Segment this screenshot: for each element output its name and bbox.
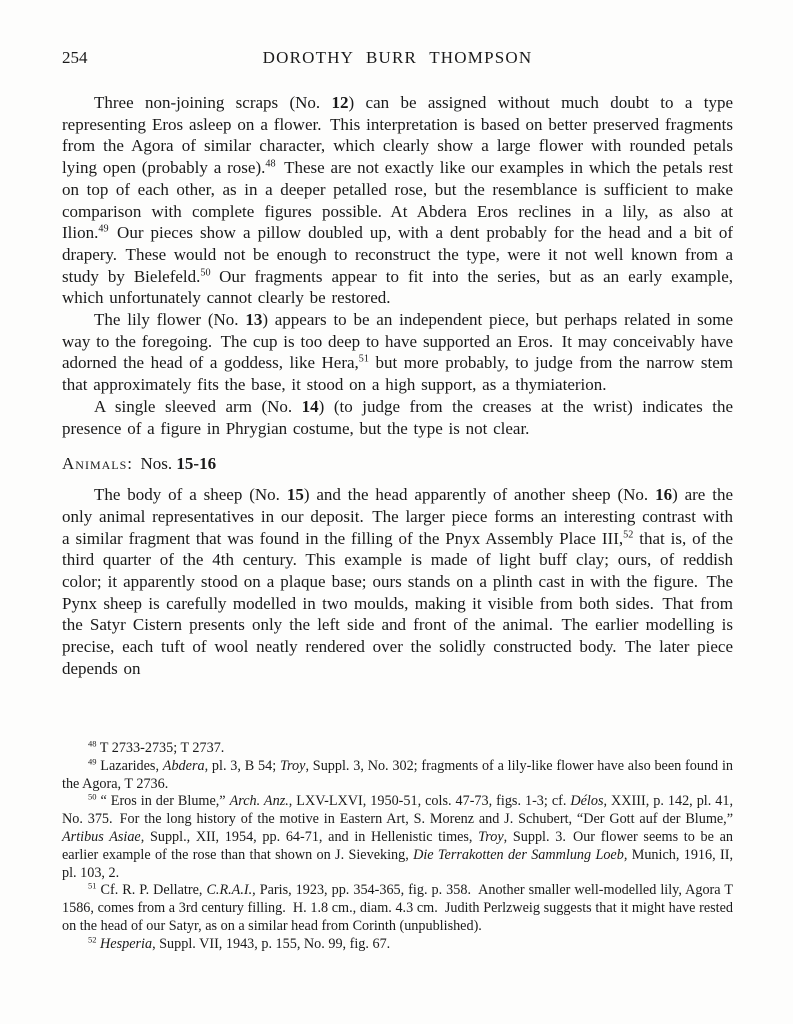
text-segment: ) appears to be an independent piece, but perhaps related in some way to the foregoing. The cup is too deep to have supported an Eros. It may conceivably have adorned the head of a goddess, like Hera,	[62, 310, 733, 373]
text-segment: , LXV-LXVI, 1950-51, cols. 47-73, figs. 1-3; cf.	[288, 793, 571, 810]
section-heading	[62, 453, 733, 475]
text-segment: 51	[358, 353, 369, 365]
footnotes	[62, 740, 733, 954]
text-segment: 14	[301, 396, 319, 416]
text-segment: 52	[623, 529, 634, 540]
text-segment: Troy	[478, 828, 504, 845]
running-head-author: DOROTHY BURR THOMPSON	[262, 48, 533, 67]
body-paragraph	[62, 92, 733, 309]
text-segment: 16	[655, 485, 673, 505]
text-segment: Troy	[279, 757, 306, 774]
text-segment: , Suppl. 3. Our flower seems to be an earlier example of the rose than that shown on J. Sieveking,	[62, 828, 733, 863]
text-segment: The body of a sheep (No.	[94, 485, 287, 505]
text-segment: 12	[331, 93, 349, 112]
text-segment: : Nos.	[127, 454, 177, 474]
text-segment: , XXIII, p. 142, pl. 41, No. 375. For the long history of the motive in Eastern Art, S. Morenz and J. Schubert, “Der Gott auf der Blume,”	[62, 793, 734, 828]
text-segment: Arch. Anz.	[229, 793, 289, 810]
text-segment: Die Terrakotten der Sammlung Loeb	[413, 846, 624, 863]
text-segment: , Paris, 1923, pp. 354-365, fig. p. 358. Another smaller well-modelled lily, Agora T 1586, comes from a 3rd century filling. H. 1.8 cm., diam. 4.3 cm. Judith Perlzweig suggests that it might have rested on the head of our Satyr, as on a similar head from Corinth (unpublished).	[62, 882, 734, 934]
text-segment: ) and the head apparently of another sheep (No.	[303, 485, 656, 505]
running-header	[62, 48, 733, 70]
text-segment: Artibus Asiae	[62, 828, 141, 845]
text-segment: 15	[286, 485, 304, 505]
text-segment: 15-16	[176, 454, 217, 474]
text-segment: , Suppl. 3, No. 302; fragments of a lily-like flower have also been found in the Agora, T 2736.	[62, 757, 733, 792]
text-segment: Three non-joining scraps (No.	[94, 93, 332, 112]
text-segment: Lazarides,	[96, 757, 163, 774]
text-segment: , pl. 3, B 54;	[204, 757, 280, 774]
text-segment: 13	[245, 310, 263, 330]
text-segment: The lily flower (No.	[94, 310, 246, 330]
text-segment: “ Eros in der Blume,”	[96, 793, 230, 810]
body-paragraph	[62, 396, 733, 439]
footnote-50	[62, 793, 733, 882]
text-segment: 50	[200, 266, 211, 278]
footnote-48	[62, 740, 733, 758]
text-segment: Animals	[62, 454, 128, 474]
text-segment: C.R.A.I.	[206, 882, 253, 899]
footnote-number: 50	[88, 791, 97, 802]
text-segment: 48	[265, 158, 276, 170]
text-segment: Délos	[570, 793, 604, 810]
article-content	[62, 92, 733, 740]
text-segment: Abdera	[162, 757, 205, 774]
text-segment: T 2733-2735; T 2737.	[96, 740, 225, 756]
footnote-52	[62, 936, 733, 954]
footnote-number: 48	[88, 738, 97, 749]
body-paragraph	[62, 309, 733, 396]
text-segment: ) can be assigned without much doubt to a type representing Eros asleep on a flower. This interpretation is based on better preserved fragments from the Agora of similar character, which clearly show a large flower with rounded petals lying open (probably a rose).	[62, 93, 733, 178]
text-segment: A single sleeved arm (No.	[94, 396, 302, 416]
page-number: 254	[62, 48, 88, 67]
footnote-number: 49	[88, 756, 97, 767]
footnote-number: 52	[88, 934, 97, 945]
text-segment: Cf. R. P. Dellatre,	[96, 882, 207, 899]
text-segment: ) (to judge from the creases at the wrist) indicates the presence of a figure in Phrygian costume, but the type is not clear.	[62, 396, 733, 438]
text-segment: Hesperia	[100, 935, 153, 952]
text-segment: ) are the only animal representatives in our deposit. The larger piece forms an interesting contrast with a similar fragment that was found in the filling of the Pnyx Assembly Place III,	[62, 485, 733, 548]
footnote-49	[62, 758, 733, 794]
text-segment: Our fragments appear to fit into the series, but as an early example, which unfortunately cannot clearly be restored.	[62, 266, 733, 308]
text-segment: , Suppl. VII, 1943, p. 155, No. 99, fig. 67.	[152, 935, 391, 952]
footnote-51	[62, 882, 733, 935]
footnote-number: 51	[88, 880, 97, 891]
text-segment: These are not exactly like our examples in which the petals rest on top of each other, as in a deeper petalled rose, but the resemblance is sufficient to make comparison with complete figures possible. At Abdera Eros reclines in a lily, as also at Ilion.	[62, 158, 733, 243]
text-segment: that is, of the third quarter of the 4th century. This example is made of light buff clay; ours, of reddish color; it apparently stood on a plaque base; ours stands on a plinth cast in with the figure. The Pynx sheep is carefully modelled in two moulds, making it visible from both sides. That from the Satyr Cistern presents only the left side and front of the animal. The earlier modelling is precise, each tuft of wool neatly rendered over the solidly constructed body. The later piece depends on	[62, 528, 733, 678]
text-segment: , Munich, 1916, II, pl. 103, 2.	[62, 846, 733, 881]
text-segment: 49	[98, 223, 109, 235]
text-segment: Our pieces show a pillow doubled up, with a dent probably for the head and a bit of drapery. These would not be enough to reconstruct the type, were it not well known from a study by Bielefeld.	[62, 223, 733, 286]
body-paragraph	[62, 484, 733, 679]
text-segment: , Suppl., XII, 1954, pp. 64-71, and in Hellenistic times,	[140, 828, 479, 845]
text-segment: but more probably, to judge from the narrow stem that approximately fits the base, it stood on a high support, as a thymiaterion.	[62, 353, 733, 395]
